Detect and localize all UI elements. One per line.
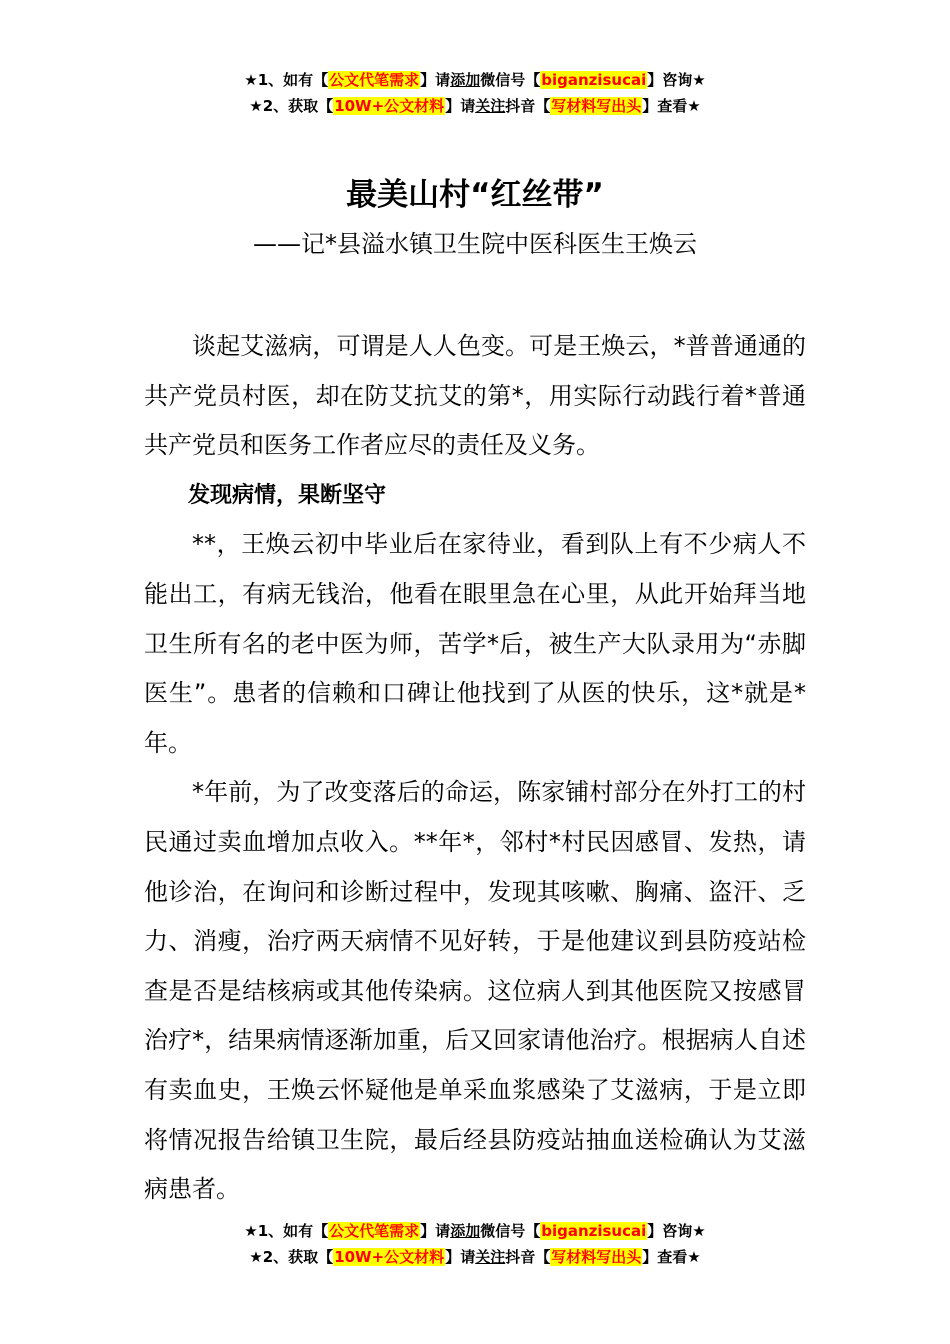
douyin-id-highlight: 写材料写出头 <box>551 97 642 115</box>
douyin-id-highlight: 写材料写出头 <box>551 1248 642 1266</box>
promo-line-2 <box>0 93 950 119</box>
body-paragraph: **，王焕云初中毕业后在家待业，看到队上有不少病人不能出工，有病无钱治，他看在眼里急在心里，从此开始拜当地卫生所有名的老中医为师，苦学*后，被生产大队录用为“赤脚医生”。患者的信赖和口碑让他找到了从医的快乐，这*就是*年。 <box>144 530 806 757</box>
document-body <box>144 322 806 1215</box>
body-paragraph: 谈起艾滋病，可谓是人人色变。可是王焕云，*普普通通的共产党员村医，却在防艾抗艾的第*，用实际行动践行着*普通共产党员和医务工作者应尽的责任及义务。 <box>144 332 806 460</box>
promo-text: 】咨询★ <box>647 71 706 89</box>
promo-line-2 <box>0 1244 950 1270</box>
wechat-id-highlight: biganzisucai <box>541 71 647 89</box>
promo-text: 】咨询★ <box>647 1222 706 1240</box>
promo-text: ★2、获取【 <box>249 1248 334 1266</box>
promo-text: 抖音【 <box>505 1248 551 1266</box>
promo-text: 抖音【 <box>505 97 551 115</box>
promo-text: 微信号【 <box>480 1222 541 1240</box>
promo-text: 】请 <box>445 1248 476 1266</box>
promo-highlight: 10W+公文材料 <box>334 97 445 115</box>
promo-line-1 <box>0 1218 950 1244</box>
promo-emphasis: 关注 <box>475 97 506 115</box>
promo-text: 】查看★ <box>642 97 701 115</box>
promo-text: 】查看★ <box>642 1248 701 1266</box>
body-paragraph: *年前，为了改变落后的命运，陈家铺村部分在外打工的村民通过卖血增加点收入。**年*，邻村*村民因感冒、发热，请他诊治，在询问和诊断过程中，发现其咳嗽、胸痛、盗汗、乏力、消瘦，治疗两天病情不见好转，于是他建议到县防疫站检查是否是结核病或其他传染病。这位病人到其他医院又按感冒治疗*，结果病情逐渐加重，后又回家请他治疗。根据病人自述有卖血史，王焕云怀疑他是单采血浆感染了艾滋病，于是立即将情况报告给镇卫生院，最后经县防疫站抽血送检确认为艾滋病患者。 <box>144 778 806 1204</box>
promo-banner-top <box>0 67 950 119</box>
promo-text: 微信号【 <box>480 71 541 89</box>
promo-emphasis: 添加 <box>450 1222 481 1240</box>
promo-highlight: 公文代笔需求 <box>329 71 420 89</box>
section-heading: 发现病情，果断坚守 <box>188 482 387 508</box>
promo-banner-bottom <box>0 1218 950 1270</box>
promo-emphasis: 添加 <box>450 71 481 89</box>
promo-text: 】请 <box>445 97 476 115</box>
wechat-id-highlight: biganzisucai <box>541 1222 647 1240</box>
promo-text: 】请 <box>420 71 451 89</box>
promo-text: 】请 <box>420 1222 451 1240</box>
promo-highlight: 公文代笔需求 <box>329 1222 420 1240</box>
promo-highlight: 10W+公文材料 <box>334 1248 445 1266</box>
promo-text: ★1、如有【 <box>244 1222 329 1240</box>
promo-text: ★2、获取【 <box>249 97 334 115</box>
promo-text: ★1、如有【 <box>244 71 329 89</box>
document-title: 最美山村“红丝带” <box>346 177 604 213</box>
document-subtitle: ——记*县溢水镇卫生院中医科医生王焕云 <box>253 230 697 258</box>
promo-line-1 <box>0 67 950 93</box>
promo-emphasis: 关注 <box>475 1248 506 1266</box>
